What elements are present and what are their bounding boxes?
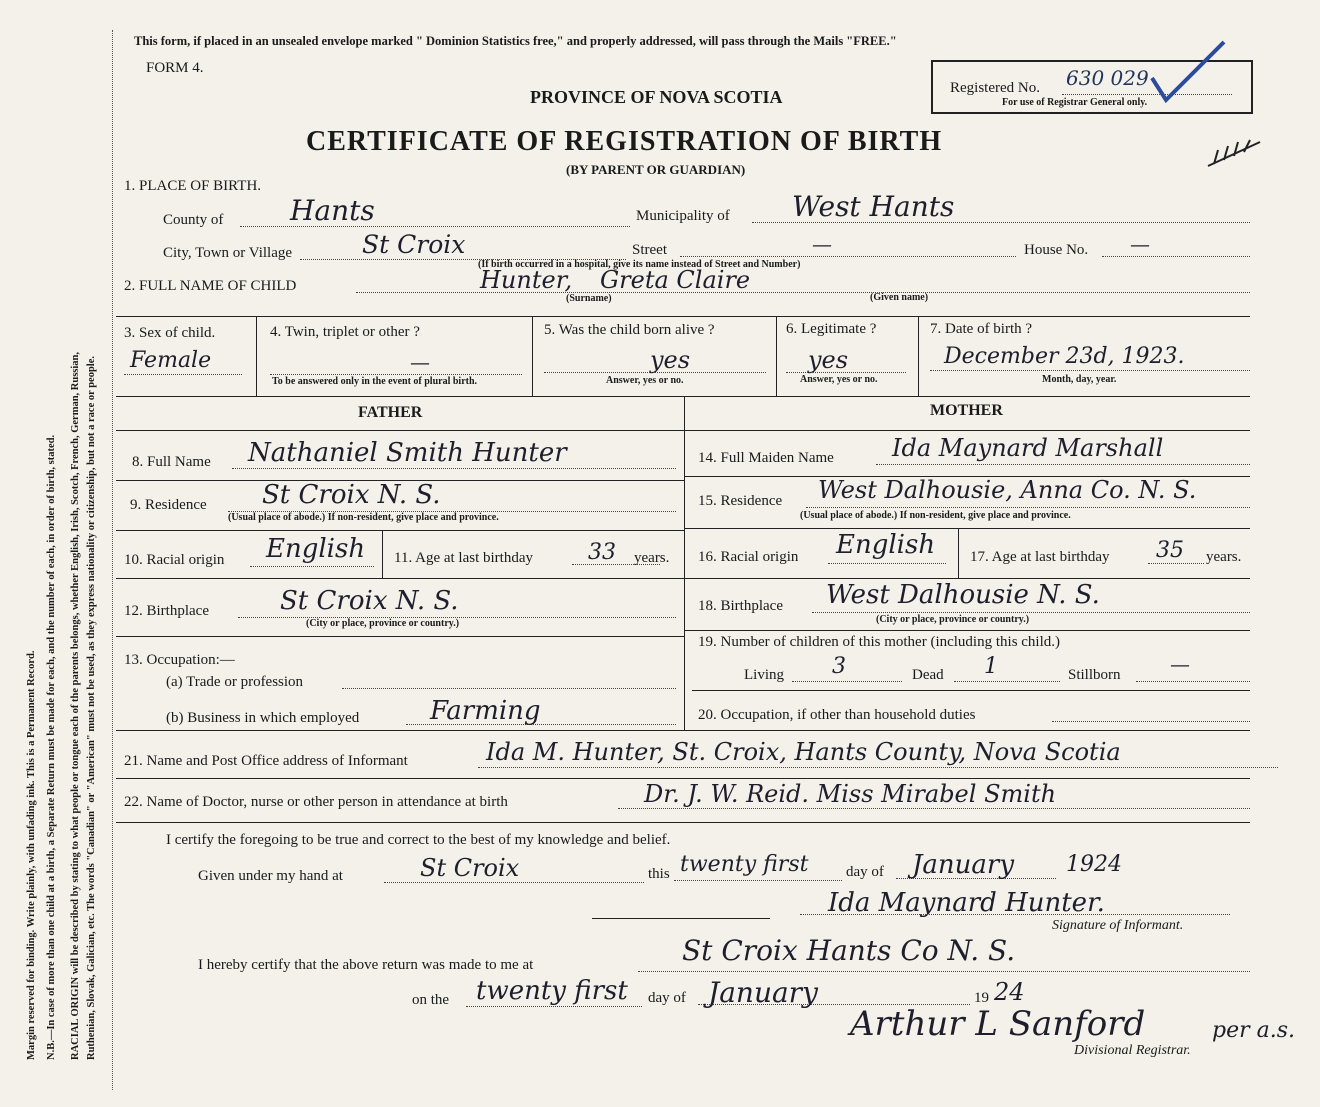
municipality-value: West Hants — [792, 190, 955, 223]
given-under-label: Given under my hand at — [198, 868, 343, 884]
registrar-initials: per a.s. — [1212, 1018, 1296, 1043]
twin-value: — — [410, 350, 430, 374]
father-race-line — [250, 566, 374, 567]
dob-note: Month, day, year. — [1042, 374, 1117, 385]
legit-value: yes — [808, 346, 849, 374]
registrar-label: Divisional Registrar. — [1074, 1043, 1191, 1058]
mother-name-line — [876, 464, 1250, 465]
hospital-note: (If birth occurred in a hospital, give its name instead of Street and Number) — [478, 259, 801, 270]
father-name-line — [232, 468, 676, 469]
legit-line — [786, 372, 906, 373]
alive-line — [544, 372, 766, 373]
father-heading: FATHER — [358, 404, 423, 421]
mother-residence-value: West Dalhousie, Anna Co. N. S. — [818, 476, 1197, 504]
mother-age-line — [1148, 563, 1204, 564]
legit-note: Answer, yes or no. — [800, 374, 878, 385]
signature-rule — [592, 918, 770, 919]
twin-line — [270, 374, 522, 375]
stillborn-label: Stillborn — [1068, 667, 1121, 683]
margin-note-1: Margin reserved for binding. Write plainly, with unfading ink. This is a Permanent Record. — [26, 650, 37, 1060]
twin-label: 4. Twin, triplet or other ? — [270, 324, 420, 340]
trade-label: (a) Trade or profession — [166, 674, 304, 690]
return-place-line — [638, 971, 1250, 972]
business-label: (b) Business in which employed — [166, 710, 360, 726]
sex-label: 3. Sex of child. — [124, 325, 216, 341]
stillborn-line — [1136, 681, 1250, 682]
father-age-value: 33 — [588, 540, 616, 565]
this-label: this — [648, 866, 670, 882]
given-month-value: January — [912, 850, 1015, 880]
house-line — [1102, 256, 1250, 257]
rule-m-row5 — [692, 690, 1250, 691]
given-place-value: St Croix — [420, 854, 520, 882]
registered-label: Registered No. — [950, 80, 1040, 96]
surname-note: (Surname) — [566, 293, 612, 304]
house-label: House No. — [1024, 242, 1089, 258]
rule-row3-top — [116, 316, 1250, 317]
rule-parents-top — [116, 396, 1250, 397]
child-given-name: Greta Claire — [600, 266, 751, 294]
informant-signature-line — [800, 914, 1230, 915]
mail-note: This form, if placed in an unsealed envelope marked " Dominion Statistics free," and properly addressed, will pass through the Mails "FREE." — [134, 34, 897, 48]
doctor-label: 22. Name of Doctor, nurse or other person in attendance at birth — [124, 794, 508, 810]
dob-value: December 23d, 1923. — [944, 344, 1185, 369]
rule-parents-head — [116, 430, 1250, 431]
mother-birthplace-note: (City or place, province or country.) — [876, 614, 1030, 625]
father-race-value: English — [266, 534, 366, 564]
municipality-label: Municipality of — [636, 208, 730, 224]
binding-margin-line — [112, 30, 113, 1090]
street-label: Street — [632, 242, 667, 258]
given-year-value: 1924 — [1066, 852, 1122, 877]
dob-label: 7. Date of birth ? — [930, 321, 1033, 337]
living-line — [792, 681, 902, 682]
city-value: St Croix — [362, 230, 466, 259]
father-occupation-label: 13. Occupation:— — [124, 652, 235, 668]
dead-value: 1 — [984, 654, 998, 679]
rule-m-race-div — [958, 528, 959, 578]
certificate-subtitle: (BY PARENT OR GUARDIAN) — [566, 162, 746, 177]
stillborn-value: — — [1170, 652, 1190, 676]
rule-row3-div4 — [918, 316, 919, 396]
father-years-label: years. — [634, 550, 670, 566]
rule-m-row4 — [684, 630, 1250, 631]
return-label: I hereby certify that the above return was made to me at — [198, 957, 534, 973]
registrar-signature: Arthur L Sanford — [850, 1004, 1146, 1044]
doctor-line — [618, 808, 1250, 809]
trade-line — [342, 688, 676, 689]
mother-birthplace-label: 18. Birthplace — [698, 598, 783, 614]
registered-number: 630 029 — [1066, 66, 1149, 90]
this-day-line — [674, 880, 842, 881]
mother-race-value: English — [836, 530, 936, 560]
form-number: FORM 4. — [146, 60, 204, 76]
alive-label: 5. Was the child born alive ? — [544, 322, 715, 338]
check-mark-icon — [1148, 38, 1228, 108]
mother-race-label: 16. Racial origin — [698, 549, 799, 565]
house-value: — — [1130, 232, 1150, 256]
rule-row3-div3 — [776, 316, 777, 396]
mother-age-label: 17. Age at last birthday — [970, 549, 1110, 565]
return-day-value: twenty first — [476, 976, 628, 1006]
father-age-label: 11. Age at last birthday — [394, 550, 533, 566]
mother-years-label: years. — [1206, 549, 1242, 565]
child-name-label: 2. FULL NAME OF CHILD — [124, 278, 297, 294]
mother-occupation-label: 20. Occupation, if other than household duties — [698, 707, 976, 723]
mother-birthplace-line — [812, 612, 1250, 613]
father-birthplace-value: St Croix N. S. — [280, 586, 459, 616]
alive-note: Answer, yes or no. — [606, 375, 684, 386]
mother-name-value: Ida Maynard Marshall — [892, 434, 1164, 462]
father-residence-note: (Usual place of abode.) If non-resident, give place and province. — [228, 512, 499, 523]
child-surname: Hunter, — [480, 266, 573, 294]
alive-value: yes — [650, 346, 691, 374]
rule-parents-center — [684, 396, 685, 730]
business-value: Farming — [430, 696, 541, 726]
sex-line — [124, 374, 242, 375]
margin-note-2: N.B.—In case of more than one child at a birth, a Separate Return must be made for each, and the number of each, in order of birth, stated. — [46, 434, 57, 1060]
registrar-stamp-icon — [1204, 136, 1264, 172]
given-name-note: (Given name) — [870, 292, 929, 303]
mother-age-value: 35 — [1156, 538, 1184, 563]
certificate-title: CERTIFICATE OF REGISTRATION OF BIRTH — [306, 126, 943, 157]
rule-f-race-div — [382, 530, 383, 578]
rule-m-row2 — [684, 528, 1250, 529]
children-label: 19. Number of children of this mother (including this child.) — [698, 634, 1061, 650]
dead-label: Dead — [912, 667, 944, 683]
street-value: — — [812, 232, 832, 256]
dob-line — [930, 370, 1250, 371]
county-label: County of — [163, 212, 224, 228]
father-name-label: 8. Full Name — [132, 454, 211, 470]
margin-note-4: Ruthenian, Slovak, Galician, etc. The words "Canadian" or "American" must not be used, as they express nationality or citizenship, but not a race or people. — [86, 355, 97, 1060]
given-place-line — [384, 882, 644, 883]
informant-value: Ida M. Hunter, St. Croix, Hants County, Nova Scotia — [486, 738, 1121, 766]
legit-label: 6. Legitimate ? — [786, 321, 877, 337]
rule-doctor — [116, 822, 1250, 823]
mother-name-label: 14. Full Maiden Name — [698, 450, 834, 466]
registrar-use-note: For use of Registrar General only. — [1002, 97, 1148, 108]
return-day-line — [466, 1006, 642, 1007]
living-value: 3 — [832, 654, 846, 679]
return-day-of-label: day of — [648, 990, 686, 1006]
rule-f-row4 — [116, 636, 684, 637]
sex-value: Female — [130, 348, 212, 373]
rule-informant — [116, 778, 1250, 779]
return-place-value: St Croix Hants Co N. S. — [682, 934, 1016, 967]
place-heading: 1. PLACE OF BIRTH. — [124, 178, 262, 194]
return-month-value: January — [708, 976, 818, 1009]
doctor-value: Dr. J. W. Reid. Miss Mirabel Smith — [644, 780, 1057, 808]
city-label: City, Town or Village — [163, 245, 293, 261]
living-label: Living — [744, 667, 784, 683]
mother-residence-label: 15. Residence — [698, 493, 783, 509]
mother-residence-line — [806, 507, 1250, 508]
father-birthplace-note: (City or place, province or country.) — [306, 618, 460, 629]
rule-f-row3 — [116, 578, 684, 579]
signature-label: Signature of Informant. — [1052, 918, 1184, 933]
province-title: PROVINCE OF NOVA SCOTIA — [530, 87, 783, 107]
rule-f-row2 — [116, 530, 684, 531]
day-of-label: day of — [846, 864, 884, 880]
rule-row3-div1 — [256, 316, 257, 396]
father-birthplace-label: 12. Birthplace — [124, 603, 209, 619]
informant-label: 21. Name and Post Office address of Informant — [124, 753, 408, 769]
mother-race-line — [828, 563, 946, 564]
father-residence-label: 9. Residence — [130, 497, 207, 513]
father-race-label: 10. Racial origin — [124, 552, 225, 568]
mother-birthplace-value: West Dalhousie N. S. — [826, 580, 1100, 610]
rule-row3-div2 — [532, 316, 533, 396]
mother-residence-note: (Usual place of abode.) If non-resident, give place and province. — [800, 510, 1071, 521]
certify-statement: I certify the foregoing to be true and correct to the best of my knowledge and belief. — [166, 832, 671, 848]
mother-occupation-line — [1052, 721, 1250, 722]
on-the-label: on the — [412, 992, 450, 1008]
dead-line — [954, 681, 1060, 682]
county-value: Hants — [290, 194, 375, 227]
father-residence-value: St Croix N. S. — [262, 480, 441, 510]
mother-heading: MOTHER — [930, 402, 1003, 419]
margin-note-3: RACIAL ORIGIN will be described by stating to what people or tongue each of the parents belongs, whether English, Irish, Scotch, French, German, Russian, — [70, 351, 81, 1060]
father-name-value: Nathaniel Smith Hunter — [248, 438, 567, 468]
return-year-value: 24 — [994, 978, 1025, 1006]
twin-note: To be answered only in the event of plural birth. — [272, 376, 478, 387]
given-day-value: twenty first — [680, 852, 809, 877]
informant-line — [478, 767, 1278, 768]
informant-signature: Ida Maynard Hunter. — [828, 888, 1105, 918]
street-line — [680, 256, 1016, 257]
rule-m-row3 — [684, 578, 1250, 579]
return-year-prefix: 19 — [974, 990, 989, 1006]
rule-parents-bottom — [116, 730, 1250, 731]
